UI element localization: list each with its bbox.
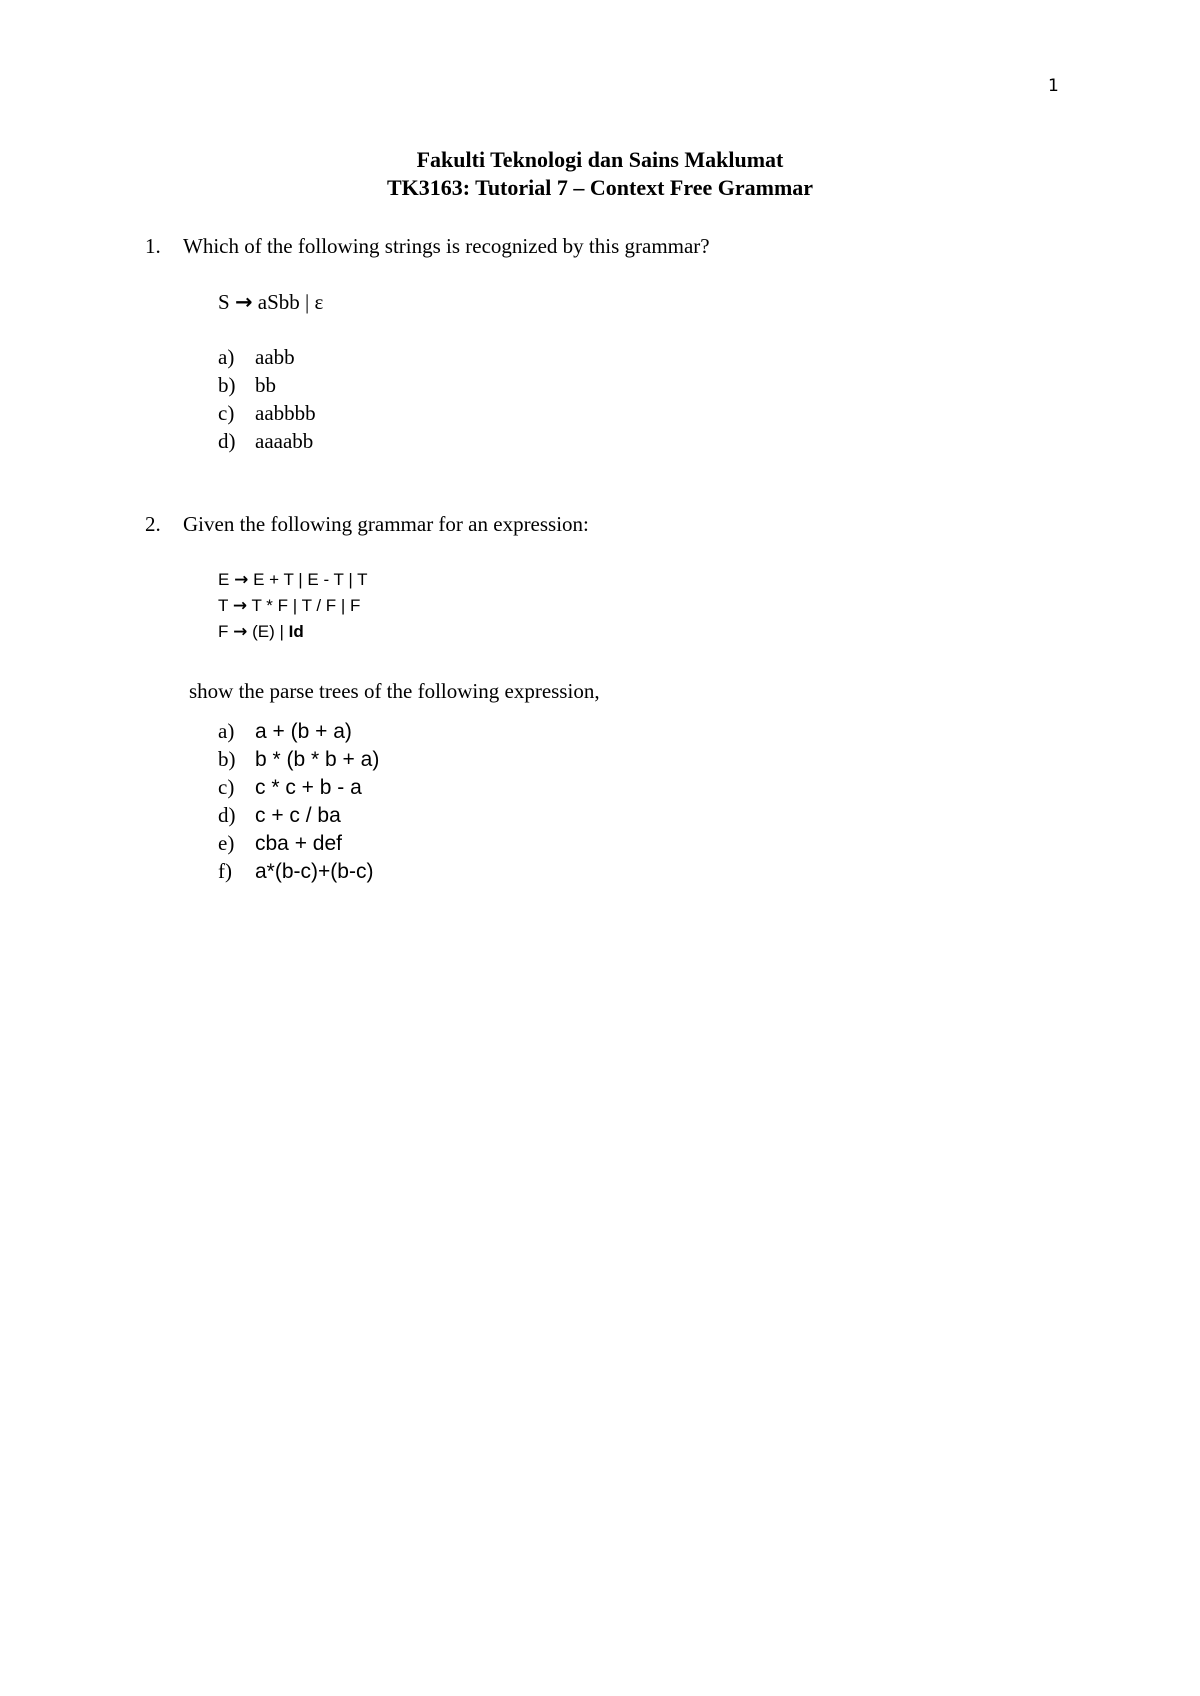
question-number: 1.	[145, 234, 161, 258]
option-letter: e)	[218, 831, 235, 855]
option-letter: a)	[218, 719, 235, 743]
arrow-icon: →	[233, 622, 248, 642]
grammar-rhs: aSbb | ε	[257, 290, 324, 314]
option-letter: b)	[218, 373, 236, 397]
option-letter: d)	[218, 429, 236, 453]
grammar-lhs: T	[218, 596, 229, 615]
arrow-icon: →	[234, 570, 249, 590]
option-text: aabbbb	[255, 401, 316, 425]
option-text: c + c / ba	[255, 804, 341, 827]
document-header	[0, 146, 1200, 202]
list-item	[218, 371, 276, 399]
option-letter: d)	[218, 803, 236, 827]
option-text: aabb	[255, 345, 295, 369]
list-item	[218, 399, 316, 427]
page-number: 1	[1048, 76, 1059, 96]
grammar-rule	[218, 288, 323, 316]
list-item	[218, 829, 342, 858]
list-item	[218, 427, 313, 455]
option-letter: f)	[218, 859, 232, 883]
grammar-rhs: E + T | E - T | T	[253, 570, 368, 589]
grammar-rhs: T * F | T / F | F	[251, 596, 361, 615]
list-item	[218, 857, 373, 886]
list-item	[218, 801, 341, 830]
option-text: a*(b-c)+(b-c)	[255, 860, 374, 883]
arrow-icon: →	[234, 290, 253, 314]
option-text: c * c + b - a	[255, 776, 362, 799]
grammar-rule	[218, 567, 368, 593]
list-item	[218, 773, 362, 802]
question-number: 2.	[145, 512, 161, 536]
question-text: Which of the following strings is recognized by this grammar?	[183, 234, 710, 258]
grammar-lhs: S	[218, 290, 230, 314]
option-letter: c)	[218, 775, 235, 799]
option-text: b * (b * b + a)	[255, 748, 380, 771]
option-text: aaaabb	[255, 429, 314, 453]
question-text: Given the following grammar for an expression:	[183, 512, 589, 536]
list-item	[218, 717, 352, 746]
option-letter: b)	[218, 747, 236, 771]
grammar-rhs: (E) |	[252, 622, 289, 641]
option-letter: a)	[218, 345, 235, 369]
faculty-title: Fakulti Teknologi dan Sains Maklumat	[416, 147, 784, 172]
option-letter: c)	[218, 401, 235, 425]
list-item	[218, 343, 295, 371]
tutorial-title: TK3163: Tutorial 7 – Context Free Grammar	[386, 175, 814, 200]
grammar-rule	[218, 593, 360, 619]
grammar-bold-tail: Id	[288, 622, 304, 641]
arrow-icon: →	[232, 596, 248, 616]
instruction-text: show the parse trees of the following expression,	[189, 679, 600, 703]
option-text: bb	[255, 373, 276, 397]
grammar-lhs: E	[218, 570, 230, 589]
option-text: a + (b + a)	[255, 720, 352, 743]
option-text: cba + def	[255, 832, 342, 855]
list-item	[218, 745, 379, 774]
grammar-lhs: F	[218, 622, 229, 641]
grammar-rule	[218, 619, 304, 645]
